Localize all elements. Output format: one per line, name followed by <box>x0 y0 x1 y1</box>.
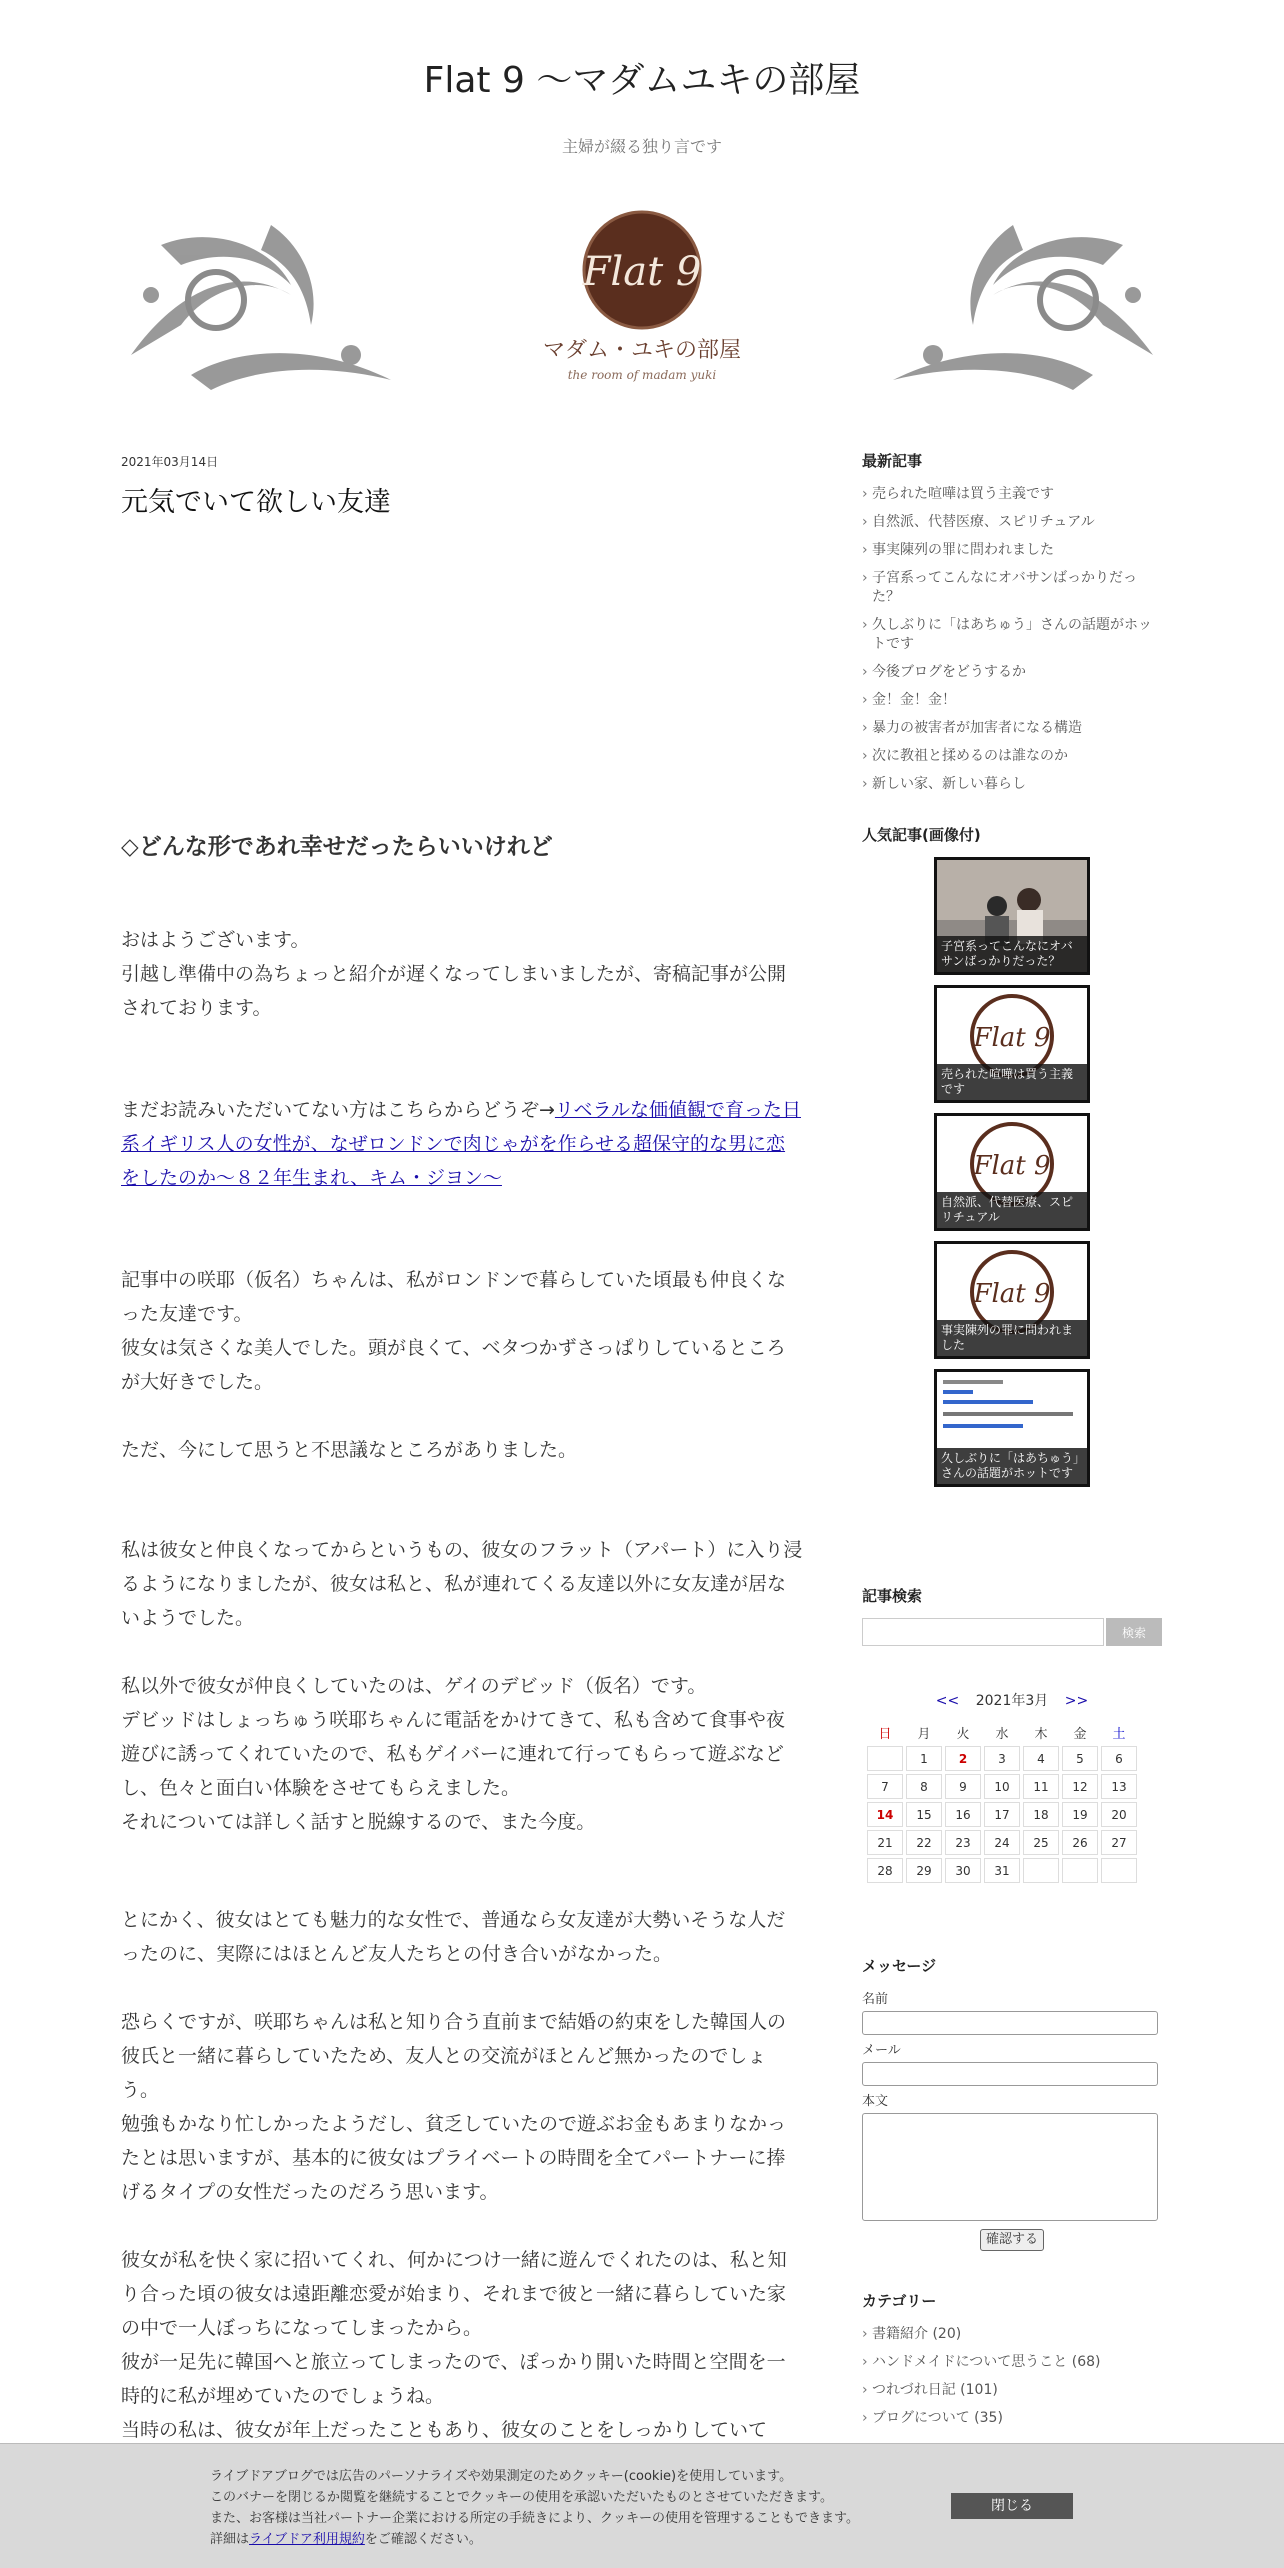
calendar-day: 20 <box>1101 1802 1137 1827</box>
post-title[interactable]: 元気でいて欲しい友達 <box>121 487 391 518</box>
calendar-day <box>867 1746 903 1771</box>
message-form <box>862 1955 1162 2251</box>
calendar-header <box>862 1690 1162 1710</box>
calendar-day: 7 <box>867 1774 903 1799</box>
sidebar <box>862 450 1162 2426</box>
body-field[interactable] <box>862 2113 1158 2221</box>
paragraph-david: 私以外で彼女が仲良くしていたのは、ゲイのデビッド（仮名）です。 デビッドはしょっちゅう咲耶ちゃんに電話をかけてきて、私も含めて食事や夜遊びに誘ってくれていたので、私もゲイバーに連れて行ってもらって遊ぶなどし、色々と面白い体験をさせてもらえました。 それについては詳しく話すと脱線するので、また今度。 <box>121 1675 785 1833</box>
recent-post-item[interactable]: › 暴力の被害者が加害者になる構造 <box>862 719 1162 738</box>
message-heading: メッセージ <box>862 1957 937 1975</box>
calendar-day: 29 <box>906 1858 942 1883</box>
calendar-day: 16 <box>945 1802 981 1827</box>
calendar-day: 9 <box>945 1774 981 1799</box>
weekday-label: 日 <box>878 1726 892 1742</box>
calendar-day-link[interactable]: 14 <box>867 1802 903 1827</box>
terms-link[interactable]: ライブドア利用規約 <box>249 2532 365 2547</box>
calendar-day: 11 <box>1023 1774 1059 1799</box>
recent-post-item[interactable]: › 子宮系ってこんなにオバサンばっかりだった？ <box>862 569 1162 607</box>
calendar-day: 13 <box>1101 1774 1137 1799</box>
cookie-banner <box>0 2443 1284 2568</box>
recent-post-item[interactable]: › 自然派、代替医療、スピリチュアル <box>862 513 1162 532</box>
svg-text:Flat 9: Flat 9 <box>973 1279 1051 1309</box>
weekday-label: 木 <box>1034 1726 1048 1742</box>
calendar-day: 3 <box>984 1746 1020 1771</box>
recent-posts-heading: 最新記事 <box>862 452 923 470</box>
calendar-day: 31 <box>984 1858 1020 1883</box>
search-button[interactable]: 検索 <box>1106 1618 1162 1646</box>
site-description: 主婦が綴る独り言です <box>561 137 722 156</box>
weekday-label: 月 <box>917 1726 931 1742</box>
calendar-day: 17 <box>984 1802 1020 1827</box>
category-item[interactable]: › 書籍紹介 (20) <box>862 2325 1162 2344</box>
search-heading: 記事検索 <box>862 1587 923 1605</box>
paragraph-boyfriend: 恐らくですが、咲耶ちゃんは私と知り合う直前まで結婚の約束をした韓国人の彼氏と一緒に暮らしていたため、友人との交流がほとんど無かったのでしょう。 勉強もかなり忙しかったようだし、貧乏していたので遊ぶお金もあまりなかったとは思いますが、基本的に彼女はプライベートの時間を全てパートナーに捧げるタイプの女性だったのだろう思います。 <box>121 2011 787 2203</box>
calendar-day: 21 <box>867 1830 903 1855</box>
calendar-day <box>1062 1858 1098 1883</box>
svg-text:Flat 9: Flat 9 <box>973 1151 1051 1181</box>
calendar-day: 5 <box>1062 1746 1098 1771</box>
popular-post-item[interactable]: 久しぶりに「はあちゅう」さんの話題がホットです <box>934 1369 1090 1487</box>
calendar-day: 22 <box>906 1830 942 1855</box>
calendar-next-link[interactable]: >> <box>1064 1693 1089 1709</box>
popular-post-item[interactable]: 子宮系ってこんなにオバサンばっかりだった？ <box>934 857 1090 975</box>
category-item[interactable]: › ハンドメイドについて思うこと (68) <box>862 2353 1162 2372</box>
calendar <box>862 1690 1162 1886</box>
post-heading: ◇どんな形であれ幸せだったらいいけれど <box>121 834 553 860</box>
paragraph-flat: 私は彼女と仲良くなってからというもの、彼女のフラット（アパート）に入り浸るようになりましたが、彼女は私と、私が連れてくる友達以外に女友達が居ないようでした。 <box>121 1539 803 1629</box>
category-section <box>862 2290 1162 2437</box>
calendar-day: 8 <box>906 1774 942 1799</box>
category-list <box>862 2325 1162 2428</box>
svg-text:マダム・ユキの部屋: マダム・ユキの部屋 <box>542 338 742 363</box>
weekday-label: 土 <box>1112 1726 1126 1742</box>
calendar-day: 28 <box>867 1858 903 1883</box>
main-column <box>121 453 803 2441</box>
calendar-day: 23 <box>945 1830 981 1855</box>
paragraph-strange: ただ、今にして思うと不思議なところがありました。 <box>121 1439 578 1461</box>
mail-label: メール <box>862 2043 901 2058</box>
category-item[interactable]: › つれづれ日記 (101) <box>862 2381 1162 2400</box>
name-label: 名前 <box>862 1992 889 2007</box>
recent-post-item[interactable]: › 売られた喧嘩は買う主義です <box>862 485 1162 504</box>
category-item[interactable]: › ブログについて (35) <box>862 2409 1162 2428</box>
popular-post-item[interactable]: Flat 9 事実陳列の罪に問われました <box>934 1241 1090 1359</box>
popular-post-item[interactable]: Flat 9 売られた喧嘩は買う主義です <box>934 985 1090 1103</box>
confirm-button[interactable]: 確認する <box>980 2229 1044 2251</box>
calendar-table <box>864 1718 1140 1886</box>
category-heading: カテゴリー <box>862 2292 937 2310</box>
mail-field[interactable] <box>862 2062 1158 2086</box>
popular-post-item[interactable]: Flat 9 自然派、代替医療、スピリチュアル <box>934 1113 1090 1231</box>
paragraph-friend-intro: 記事中の咲耶（仮名）ちゃんは、私がロンドンで暮らしていた頃最も仲良くなった友達です。 彼女は気さくな美人でした。頭が良くて、ベタつかずさっぱりしているところが大好きでした。 <box>121 1269 787 1393</box>
calendar-day-link[interactable]: 2 <box>945 1746 981 1771</box>
calendar-day: 10 <box>984 1774 1020 1799</box>
calendar-day: 25 <box>1023 1830 1059 1855</box>
svg-text:Flat 9: Flat 9 <box>973 1023 1051 1053</box>
paragraph-greeting: おはようございます。 引越し準備中の為ちょっと紹介が遅くなってしまいましたが、寄稿記事が公開されております。 <box>121 929 787 1019</box>
header-banner[interactable] <box>121 205 1163 395</box>
calendar-month: 2021年3月 <box>975 1693 1049 1709</box>
search-box <box>862 1618 1162 1646</box>
popular-posts-heading: 人気記事(画像付) <box>862 826 981 844</box>
calendar-day: 26 <box>1062 1830 1098 1855</box>
recent-post-item[interactable]: › 久しぶりに「はあちゅう」さんの話題がホットです <box>862 616 1162 654</box>
calendar-day: 6 <box>1101 1746 1137 1771</box>
calendar-day <box>1023 1858 1059 1883</box>
weekday-label: 水 <box>995 1726 1009 1742</box>
calendar-day: 15 <box>906 1802 942 1827</box>
svg-text:Flat 9: Flat 9 <box>582 249 702 295</box>
site-title[interactable]: Flat 9 〜マダムユキの部屋 <box>423 60 861 101</box>
post-date: 2021年03月14日 <box>121 455 219 469</box>
paragraph-long-distance: 彼女が私を快く家に招いてくれ、何かにつけ一緒に遊んでくれたのは、私と知り合った頃の彼女は遠距離恋愛が始まり、それまで彼と一緒に暮らしていた家の中で一人ぼっちになってしまったから。 彼が一足先に韓国へと旅立ってしまったので、ぽっかり開いた時間と空間を一時的に私が埋めていたのでしょうね。 当時の私は、彼女が年上だったこともあり、彼女のことをしっかりしていて <box>121 2249 787 2441</box>
svg-text:the room of madam yuki: the room of madam yuki <box>567 368 717 382</box>
floral-ornament-right <box>893 225 1153 390</box>
weekday-label: 金 <box>1073 1726 1087 1742</box>
paragraph-link: まだお読みいただいてない方はこちらからどうぞ→リベラルな価値観で育った日系イギリス人の女性が、なぜロンドンで肉じゃがを作らせる超保守的な男に恋をしたのか〜８２年生まれ、キム・ジヨン〜 <box>121 1099 801 1189</box>
calendar-day: 1 <box>906 1746 942 1771</box>
calendar-day: 19 <box>1062 1802 1098 1827</box>
paragraph-charming: とにかく、彼女はとても魅力的な女性で、普通なら女友達が大勢いそうな人だったのに、実際にはほとんど友人たちとの付き合いがなかった。 <box>121 1909 786 1965</box>
cookie-text: ライブドアブログでは広告のパーソナライズや効果測定のためクッキー(cookie)を使用しています。 このバナーを閉じるか閲覧を継続することでクッキーの使用を承認いただいたものとさせていただきます。 また、お客様は当社パートナー企業における所定の手続きにより、クッキーの使用を管理することもできます。 詳細はライブドア利用規約をご確認ください。 <box>210 2469 859 2547</box>
cookie-close-button[interactable]: 閉じる <box>951 2493 1073 2519</box>
recent-post-item[interactable]: › 新しい家、新しい暮らし <box>862 775 1162 794</box>
weekday-label: 火 <box>956 1726 970 1742</box>
article-link[interactable]: リベラルな価値観で育った日系イギリス人の女性が、なぜロンドンで肉じゃがを作らせる超保守的な男に恋をしたのか〜８２年生まれ、キム・ジヨン〜 <box>121 1099 801 1189</box>
site-logo <box>543 212 741 382</box>
search-input[interactable] <box>862 1618 1104 1646</box>
calendar-prev-link[interactable]: << <box>935 1693 960 1709</box>
recent-post-item[interactable]: › 金！金！金！ <box>862 691 1162 710</box>
calendar-day: 27 <box>1101 1830 1137 1855</box>
calendar-day: 30 <box>945 1858 981 1883</box>
floral-ornament-left <box>131 225 391 390</box>
calendar-day: 4 <box>1023 1746 1059 1771</box>
calendar-day <box>1101 1858 1137 1883</box>
body-label: 本文 <box>862 2094 889 2109</box>
recent-posts-list <box>862 485 1162 794</box>
popular-posts-list <box>862 857 1162 1487</box>
calendar-day: 12 <box>1062 1774 1098 1799</box>
calendar-day: 24 <box>984 1830 1020 1855</box>
name-field[interactable] <box>862 2011 1158 2035</box>
calendar-day: 18 <box>1023 1802 1059 1827</box>
recent-post-item[interactable]: › 今後ブログをどうするか <box>862 663 1162 682</box>
recent-post-item[interactable]: › 事実陳列の罪に問われました <box>862 541 1162 560</box>
recent-post-item[interactable]: › 次に教祖と揉めるのは誰なのか <box>862 747 1162 766</box>
